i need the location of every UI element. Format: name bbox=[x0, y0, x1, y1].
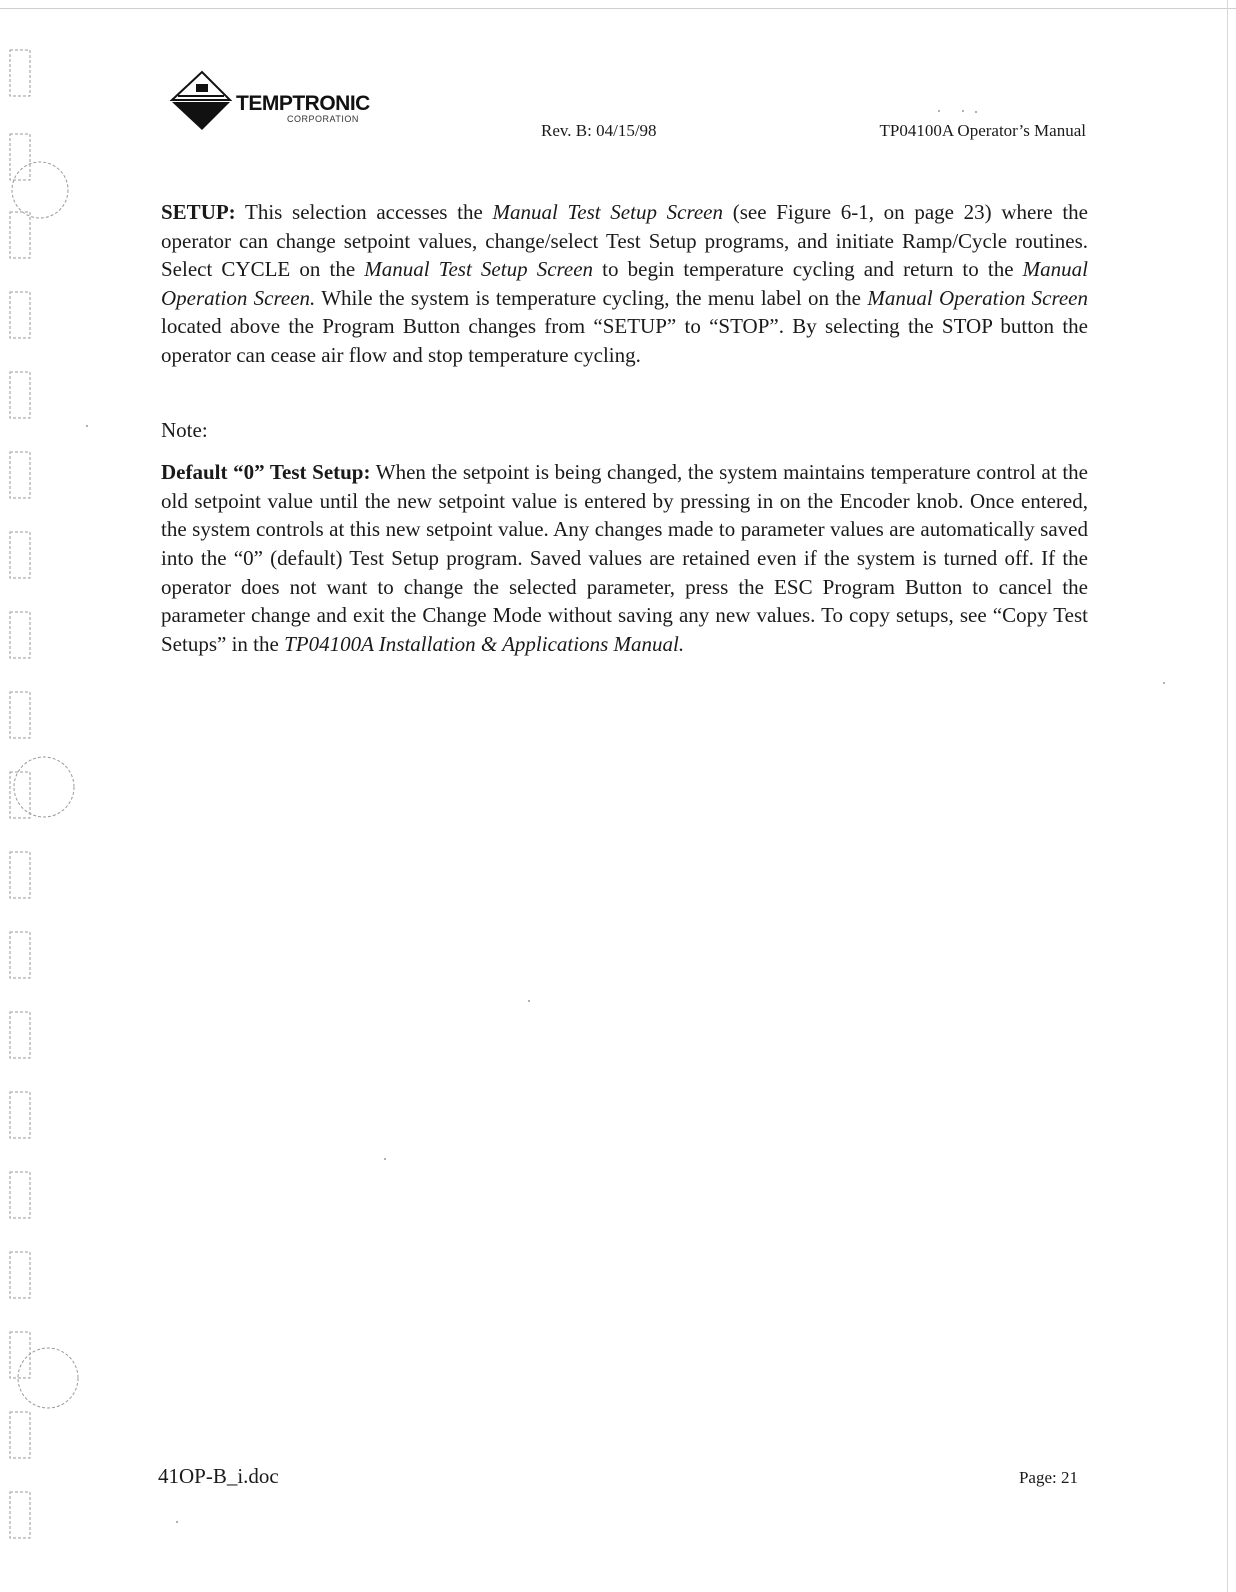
setup-text-3: to begin temperature cycling and return to the bbox=[593, 257, 1023, 282]
manual-reference: TP04100A Installation & Applications Manual. bbox=[284, 631, 685, 656]
footer-filename: 41OP-B_i.doc bbox=[158, 1464, 279, 1488]
setup-italic-2: Manual Test Setup Screen bbox=[364, 257, 594, 282]
top-scan-edge bbox=[0, 8, 1236, 9]
temptronic-logo bbox=[168, 70, 398, 132]
setup-text-2: (see Figure 6-1, on page 23) where the operator can change setpoint values, change/select Test Setup programs, and initiate Ramp/Cycle routines. Select CYCLE on the bbox=[161, 200, 1089, 282]
default-setup-term: Default “0” Test Setup: bbox=[161, 460, 371, 485]
setup-italic-4: Manual Operation Screen bbox=[867, 285, 1089, 310]
setup-text-5: located above the Program Button changes from “SETUP” to “STOP”. By selecting the STOP button the operator can cease air flow and stop temperature cycling. bbox=[161, 314, 1088, 367]
setup-text-4: While the system is temperature cycling, the menu label on the bbox=[315, 285, 868, 310]
setup-paragraph bbox=[161, 198, 1088, 370]
note-label: Note: bbox=[161, 417, 208, 442]
temptronic-logo-mark bbox=[168, 70, 232, 132]
page-content bbox=[161, 198, 1088, 658]
setup-term: SETUP: bbox=[161, 200, 236, 224]
default-setup-text: When the setpoint is being changed, the system maintains temperature control at the old setpoint value until the new setpoint value is entered by pressing in on the Encoder knob. Once entered, the system controls at this new setpoint value. Any changes made to parameter values are automatically saved into the “0” (default) Test Setup program. Saved values are retained even if the system is turned off. If the operator does not want to change the selected parameter, press the ESC Program Button to cancel the parameter change and exit the Change Mode without saving any new values. To copy setups, see “Copy Test Setups” in the bbox=[161, 460, 1088, 656]
revision-date: Rev. B: 04/15/98 bbox=[541, 121, 657, 140]
setup-italic-3: Manual Operation Screen. bbox=[161, 257, 1088, 310]
setup-text-1: This selection accesses the bbox=[235, 200, 493, 224]
logo-subtitle: CORPORATION bbox=[287, 114, 359, 124]
right-scan-edge bbox=[1227, 0, 1228, 1592]
manual-title: TP04100A Operator’s Manual bbox=[879, 121, 1086, 140]
setup-italic-1: Manual Test Setup Screen bbox=[492, 200, 724, 224]
logo-wordmark: TEMPTRONIC bbox=[236, 92, 370, 115]
binder-holes bbox=[0, 0, 90, 1592]
default-setup-paragraph bbox=[161, 458, 1088, 658]
footer-page-number: Page: 21 bbox=[1018, 1468, 1078, 1487]
